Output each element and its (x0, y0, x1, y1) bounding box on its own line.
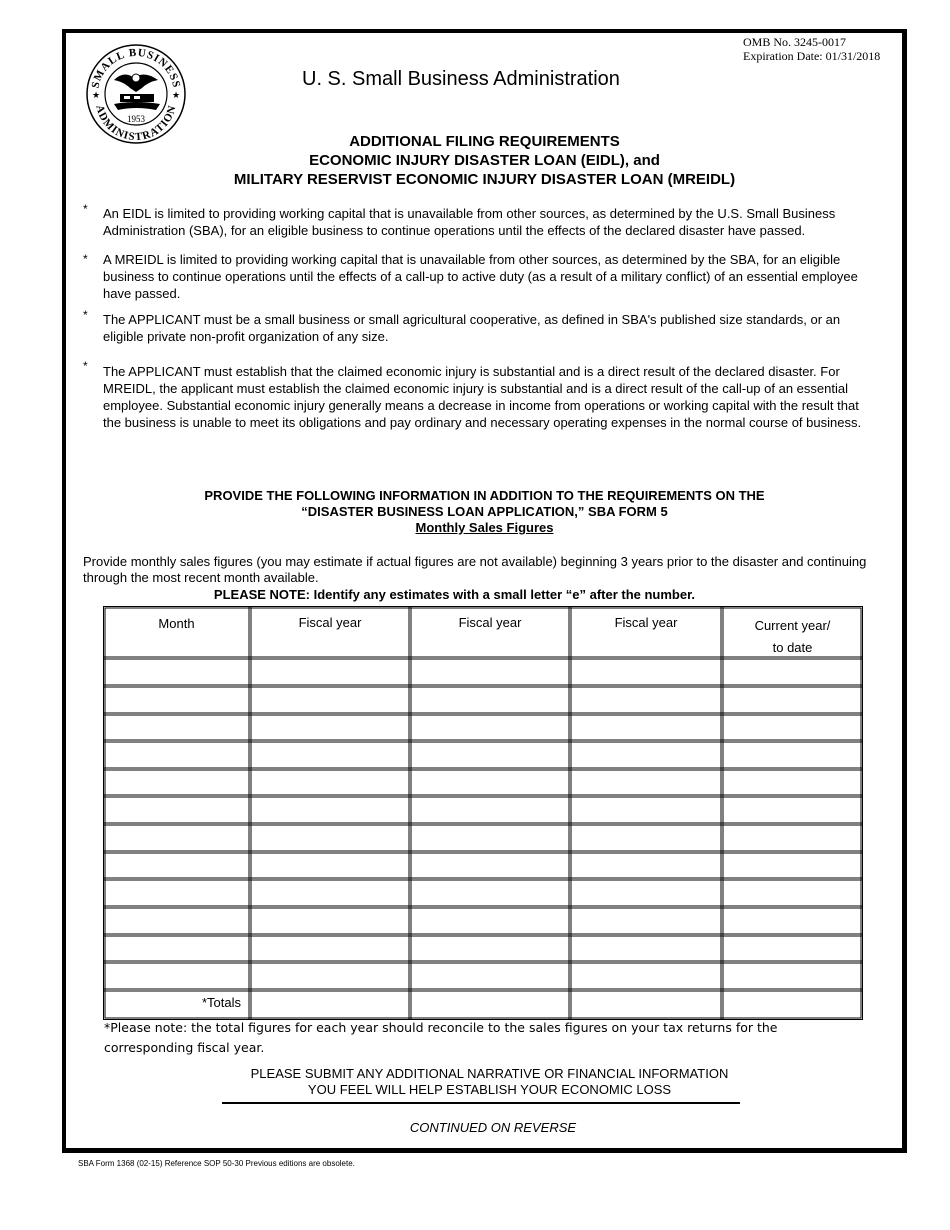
section-subtitle: Monthly Sales Figures (415, 520, 554, 535)
omb-block (743, 35, 880, 63)
sales-cell[interactable] (106, 798, 249, 824)
sales-cell[interactable] (412, 743, 569, 769)
sales-cell[interactable] (106, 854, 249, 879)
sales-cell[interactable] (572, 854, 721, 879)
sales-cell[interactable] (724, 743, 860, 769)
sales-cell[interactable] (724, 798, 860, 824)
sales-cell[interactable] (724, 964, 860, 990)
title-line-3: MILITARY RESERVIST ECONOMIC INJURY DISASTER LOAN (MREIDL) (233, 171, 736, 188)
sales-cell[interactable] (106, 881, 249, 907)
sales-cell[interactable] (252, 688, 409, 714)
provide-heading (62, 488, 907, 536)
narrative-rule (222, 1102, 740, 1104)
sales-cell[interactable] (412, 964, 569, 990)
continued-note: CONTINUED ON REVERSE (409, 1120, 577, 1135)
sales-cell[interactable] (572, 798, 721, 824)
seal-ring-text-top: SMALL BUSINESS (89, 46, 183, 90)
sales-cell[interactable] (106, 937, 249, 962)
totals-footnote: *Please note: the total figures for each year should reconcile to the sales figures on your tax returns for the corresponding fiscal year. (104, 1020, 778, 1055)
sales-cell[interactable] (252, 937, 409, 962)
sales-cell[interactable] (412, 909, 569, 935)
sales-cell[interactable] (412, 826, 569, 852)
sales-cell[interactable] (252, 716, 409, 741)
sales-cell[interactable] (106, 826, 249, 852)
header-fiscal-year-3: Fiscal year (614, 615, 678, 630)
header-current-year-line-2: to date (772, 640, 813, 655)
sales-cell[interactable] (724, 909, 860, 935)
bullet-applicant-size: The APPLICANT must be a small business or small agricultural cooperative, as defined in SBA's published size standards, or an eligible private non-profit organization of any size. (103, 312, 841, 344)
seal-year: 1953 (127, 114, 145, 124)
sales-cell[interactable] (412, 688, 569, 714)
sales-cell[interactable] (106, 716, 249, 741)
estimate-note: PLEASE NOTE: Identify any estimates with a small letter “e” after the number. (213, 587, 696, 602)
sales-cell[interactable] (724, 937, 860, 962)
totals-label: *Totals (201, 995, 241, 1010)
sales-cell[interactable] (572, 716, 721, 741)
sales-cell[interactable] (412, 798, 569, 824)
sales-cell[interactable] (412, 660, 569, 686)
sales-cell[interactable] (412, 854, 569, 879)
bullet-marker: * (83, 202, 88, 216)
omb-number: OMB No. 3245-0017 (743, 35, 847, 49)
header-current-year (722, 615, 863, 659)
seal-ring-text-bottom: ADMINISTRATION (93, 103, 179, 144)
bullet-economic-injury: The APPLICANT must establish that the claimed economic injury is substantial and is a direct result of the declared disaster. For MREIDL, the applicant must establish the claimed economic injury is substantial and is a direct result of the call-up of an essential employee. Substantial economic injury generally means a decrease in income from operations or working capital with the result that the business is unable to meet its obligations and pay ordinary and necessary operating expenses in the normal course of business. (103, 364, 862, 430)
header-month: Month (158, 616, 195, 631)
submit-instructions (62, 1066, 917, 1098)
title-line-1: ADDITIONAL FILING REQUIREMENTS (349, 133, 620, 150)
sales-cell[interactable] (106, 660, 249, 686)
totals-cell[interactable] (724, 992, 860, 1016)
totals-cell[interactable] (412, 992, 569, 1016)
sales-cell[interactable] (724, 716, 860, 741)
sales-cell[interactable] (106, 771, 249, 796)
monthly-sales-table (103, 606, 863, 1020)
svg-text:★: ★ (172, 90, 181, 100)
sales-cell[interactable] (252, 771, 409, 796)
bullet-mreidl: A MREIDL is limited to providing working capital that is unavailable from other sources, as determined by the SBA, for an eligible business to continue operations until the effects of a call-up to active duty (as a result of a military conflict) of an essential employee have passed. (103, 252, 858, 301)
sales-cell[interactable] (252, 854, 409, 879)
sales-cell[interactable] (252, 743, 409, 769)
sales-cell[interactable] (572, 909, 721, 935)
sales-cell[interactable] (724, 826, 860, 852)
bullet-eidl: An EIDL is limited to providing working capital that is unavailable from other sources, as determined by the U.S. Small Business Administration (SBA), for an eligible business to continue operations until the effects of the declared disaster have passed. (103, 206, 836, 238)
totals-cell[interactable] (572, 992, 721, 1016)
sales-cell[interactable] (572, 937, 721, 962)
header-current-year-line-1: Current year/ (754, 618, 831, 633)
sales-cell[interactable] (252, 909, 409, 935)
sales-cell[interactable] (572, 743, 721, 769)
header-fiscal-year-1: Fiscal year (298, 615, 362, 630)
sales-cell[interactable] (106, 964, 249, 990)
sba-seal-icon (84, 42, 188, 146)
sales-cell[interactable] (252, 798, 409, 824)
sales-cell[interactable] (572, 688, 721, 714)
sales-cell[interactable] (724, 660, 860, 686)
sales-cell[interactable] (724, 771, 860, 796)
form-titles (62, 132, 907, 189)
sales-cell[interactable] (572, 826, 721, 852)
totals-cell[interactable] (252, 992, 409, 1016)
sales-cell[interactable] (724, 688, 860, 714)
sales-cell[interactable] (252, 881, 409, 907)
sales-cell[interactable] (252, 660, 409, 686)
sales-cell[interactable] (252, 826, 409, 852)
form-identifier: SBA Form 1368 (02-15) Reference SOP 50-30 Previous editions are obsolete. (78, 1159, 355, 1168)
agency-name: U. S. Small Business Administration (302, 68, 620, 90)
sales-cell[interactable] (106, 688, 249, 714)
header-fiscal-year-2: Fiscal year (458, 615, 522, 630)
bullet-marker: * (83, 308, 88, 322)
sales-cell[interactable] (106, 743, 249, 769)
sales-cell[interactable] (724, 854, 860, 879)
omb-expiration: Expiration Date: 01/31/2018 (743, 49, 881, 63)
bullet-marker: * (83, 359, 88, 373)
title-line-2: ECONOMIC INJURY DISASTER LOAN (EIDL), and (309, 152, 660, 169)
sales-cell[interactable] (412, 771, 569, 796)
sales-cell[interactable] (252, 964, 409, 990)
sales-cell[interactable] (572, 660, 721, 686)
provide-line-2: “DISASTER BUSINESS LOAN APPLICATION,” SBA FORM 5 (301, 504, 668, 519)
sales-cell[interactable] (724, 881, 860, 907)
sales-cell[interactable] (412, 716, 569, 741)
submit-line-2: YOU FEEL WILL HELP ESTABLISH YOUR ECONOMIC LOSS (307, 1082, 672, 1097)
sales-cell[interactable] (412, 937, 569, 962)
sales-cell[interactable] (572, 771, 721, 796)
sales-instructions: Provide monthly sales figures (you may estimate if actual figures are not available) beginning 3 years prior to the disaster and continuing through the most recent month available. (83, 554, 867, 585)
sales-cell[interactable] (572, 881, 721, 907)
sales-cell[interactable] (572, 964, 721, 990)
sales-cell[interactable] (106, 909, 249, 935)
submit-line-1: PLEASE SUBMIT ANY ADDITIONAL NARRATIVE OR FINANCIAL INFORMATION (250, 1066, 729, 1081)
svg-text:★: ★ (92, 90, 101, 100)
sales-cell[interactable] (412, 881, 569, 907)
bullet-marker: * (83, 252, 88, 266)
provide-line-1: PROVIDE THE FOLLOWING INFORMATION IN ADDITION TO THE REQUIREMENTS ON THE (204, 488, 765, 503)
